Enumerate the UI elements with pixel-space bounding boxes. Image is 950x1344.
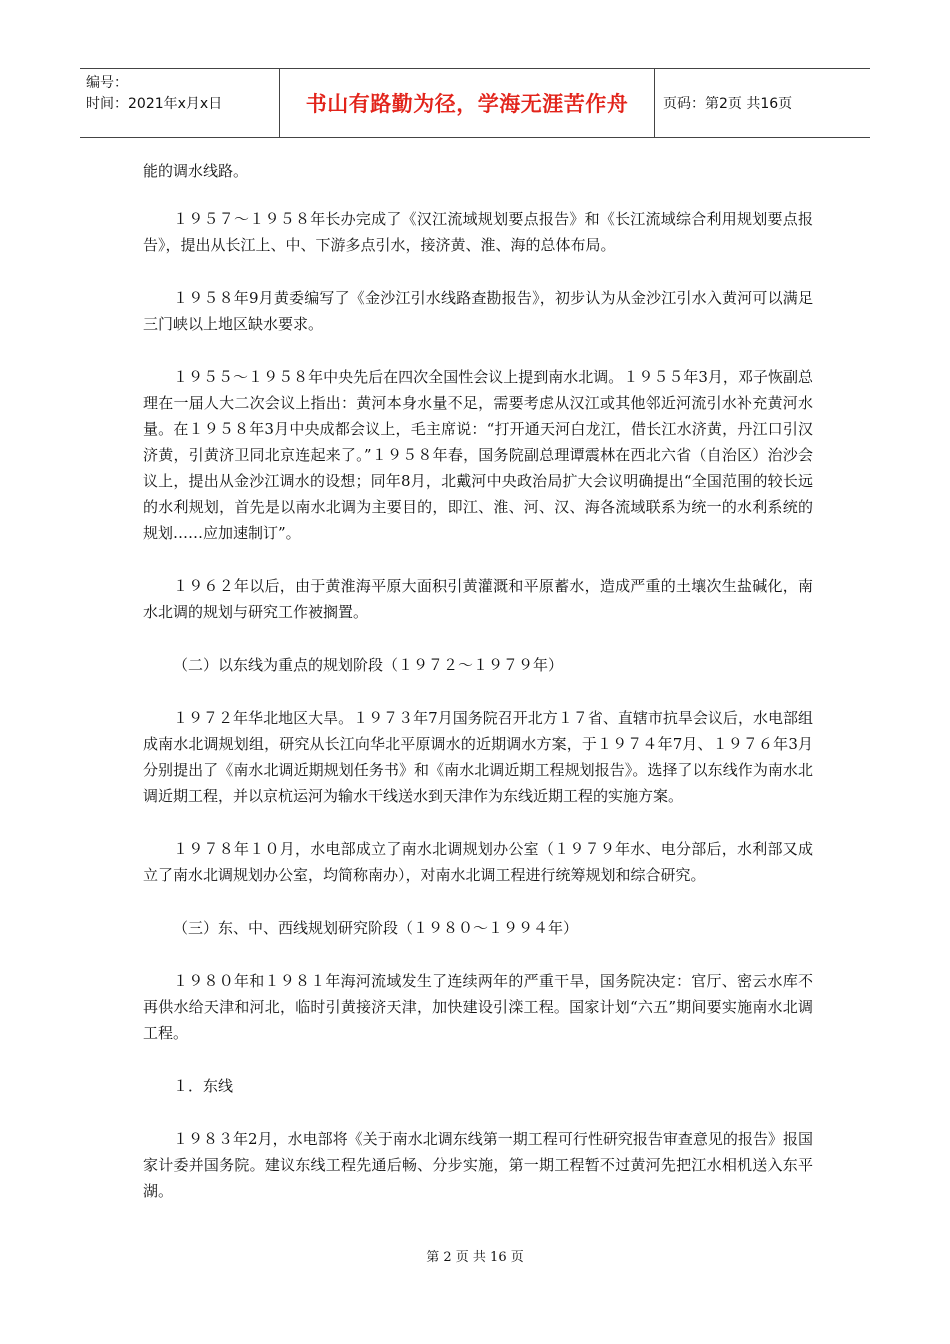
paragraph: １９５７～１９５８年长办完成了《汉江流域规划要点报告》和《长江流域综合利用规划要点报告》，提出从长江上、中、下游多点引水，接济黄、淮、海的总体布局。 (143, 210, 813, 254)
section-heading: （二）以东线为重点的规划阶段（１９７２～１９７９年） (173, 656, 564, 674)
page-header (80, 68, 870, 138)
paragraph: １９８３年2月，水电部将《关于南水北调东线第一期工程可行性研究报告审查意见的报告》报国家计委并国务院。建议东线工程先通后畅、分步实施，第一期工程暂不过黄河先把江水相机送入东平湖。 (143, 1130, 813, 1200)
paragraph: １９５５～１９５８年中央先后在四次全国性会议上提到南水北调。１９５５年3月，邓子恢副总理在一届人大二次会议上指出：黄河本身水量不足，需要考虑从汉江或其他邻近河流引水补充黄河水量。在１９５８年3月中央成都会议上，毛主席说：“打开通天河白龙江，借长江水济黄，丹江口引汉济黄，引黄济卫同北京连起来了。”１９５８年春，国务院副总理谭震林在西北六省（自治区）治沙会议上，提出从金沙江调水的设想；同年8月，北戴河中央政治局扩大会议明确提出“全国范围的较长远的水利规划，首先是以南水北调为主要目的，即江、淮、河、汉、海各流域联系为统一的水利系统的规划……应加速制订”。 (143, 368, 813, 542)
header-meta (80, 69, 280, 137)
header-motto: 书山有路勤为径，学海无涯苦作舟 (280, 69, 655, 137)
header-page-info: 页码：第2页 共16页 (663, 96, 793, 112)
paragraph: １９７８年１０月，水电部成立了南水北调规划办公室（１９７９年水、电分部后，水利部又成立了南水北调规划办公室，均简称南办），对南水北调工程进行统筹规划和综合研究。 (143, 840, 813, 884)
subsection-heading: １．东线 (173, 1077, 234, 1095)
page-footer: 第 2 页 共 16 页 (426, 1250, 524, 1265)
paragraph: 能的调水线路。 (143, 162, 249, 180)
document-id-label: 编号： (86, 75, 128, 91)
document-time-label: 时间：2021年x月x日 (86, 96, 223, 112)
section-heading: （三）东、中、西线规划研究阶段（１９８０～１９９４年） (173, 919, 579, 937)
paragraph: １９８０年和１９８１年海河流域发生了连续两年的严重干旱，国务院决定：官厅、密云水库不再供水给天津和河北，临时引黄接济天津，加快建设引滦工程。国家计划“六五”期间要实施南水北调工程。 (143, 972, 813, 1042)
paragraph: １９６２年以后，由于黄淮海平原大面积引黄灌溉和平原蓄水，造成严重的土壤次生盐碱化，南水北调的规划与研究工作被搁置。 (143, 577, 813, 621)
document-body (143, 158, 813, 1231)
paragraph: １９５８年9月黄委编写了《金沙江引水线路查勘报告》，初步认为从金沙江引水入黄河可以满足三门峡以上地区缺水要求。 (143, 289, 813, 333)
paragraph: １９７２年华北地区大旱。１９７３年7月国务院召开北方１７省、直辖市抗旱会议后，水电部组成南水北调规划组，研究从长江向华北平原调水的近期调水方案，于１９７４年7月、１９７６年3月分别提出了《南水北调近期规划任务书》和《南水北调近期工程规划报告》。选择了以东线作为南水北调近期工程，并以京杭运河为输水干线送水到天津作为东线近期工程的实施方案。 (143, 709, 813, 805)
